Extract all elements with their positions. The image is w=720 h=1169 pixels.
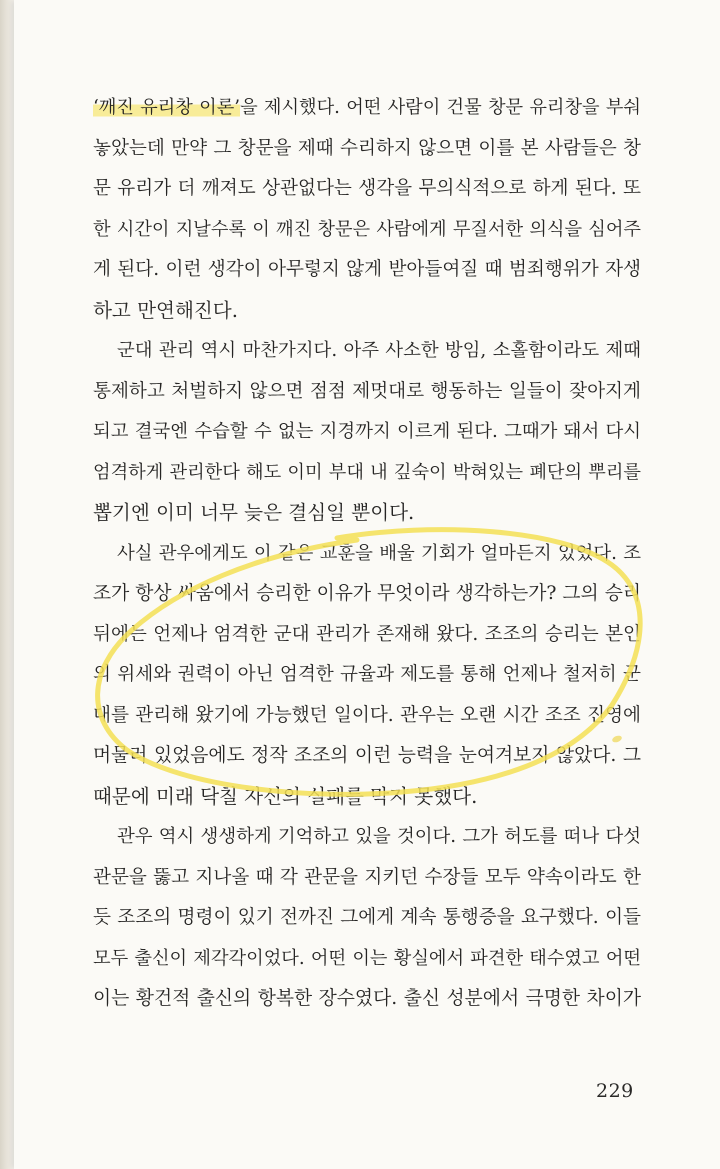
paragraph-2 — [93, 331, 641, 534]
text-line: 대를 관리해 왔기에 가능했던 일이다. 관우는 오랜 시간 조조 진영에 — [93, 704, 641, 726]
text-line: 때문에 미래 닥칠 자신의 실패를 막지 못했다. — [93, 784, 478, 808]
text-line: 엄격하게 관리한다 해도 이미 부대 내 깊숙이 박혀있는 폐단의 뿌리를 — [93, 461, 641, 483]
page-number: 229 — [596, 1080, 634, 1102]
paragraph-4 — [93, 817, 641, 1020]
text-line: 놓았는데 만약 그 창문을 제때 수리하지 않으면 이를 본 사람들은 창 — [93, 137, 641, 159]
text-line: 뒤에는 언제나 엄격한 군대 관리가 존재해 왔다. 조조의 승리는 본인 — [93, 623, 641, 645]
text-line: 의 위세와 권력이 아닌 엄격한 규율과 제도를 통해 언제나 철저히 군 — [93, 664, 641, 685]
text-line: 사실 관우에게도 이 같은 교훈을 배울 기회가 얼마든지 있었다. 조 — [117, 542, 641, 564]
paragraph-1 — [93, 88, 641, 331]
text-line: 군대 관리 역시 마찬가지다. 아주 사소한 방임, 소홀함이라도 제때 — [117, 340, 641, 361]
paragraph-3 — [93, 534, 641, 818]
text-line: 조가 항상 싸움에서 승리한 이유가 무엇이라 생각하는가? 그의 승리 — [93, 583, 641, 604]
text-line: 하고 만연해진다. — [93, 298, 238, 322]
text-line: 관문을 뚫고 지나올 때 각 관문을 지키던 수장들 모두 약속이라도 한 — [93, 866, 641, 888]
body-text — [93, 88, 641, 1020]
text-line: 관우 역시 생생하게 기억하고 있을 것이다. 그가 허도를 떠나 다섯 — [117, 826, 641, 847]
text-line: 뽑기엔 이미 너무 늦은 결심일 뿐이다. — [93, 501, 415, 524]
text-line: 머물러 있었음에도 정작 조조의 이런 능력을 눈여겨보지 않았다. 그 — [93, 745, 641, 766]
text-line: 문 유리가 더 깨져도 상관없다는 생각을 무의식적으로 하게 된다. 또 — [93, 178, 641, 199]
text-line: 되고 결국엔 수습할 수 없는 지경까지 이르게 된다. 그때가 돼서 다시 — [93, 421, 641, 442]
text-line: ‘깨진 유리창 이론’을 제시했다. 어떤 사람이 건물 창문 유리창을 부숴 — [93, 97, 642, 118]
book-page — [14, 0, 720, 1169]
highlighted-term: ‘깨진 유리창 이론’ — [93, 97, 241, 118]
text-line: 듯 조조의 명령이 있기 전까진 그에게 계속 통행증을 요구했다. 이들 — [93, 907, 641, 928]
text-line: 통제하고 처벌하지 않으면 점점 제멋대로 행동하는 일들이 잦아지게 — [93, 380, 641, 402]
text-line: 이는 황건적 출신의 항복한 장수였다. 출신 성분에서 극명한 차이가 — [93, 988, 641, 1009]
text-line: 모두 출신이 제각각이었다. 어떤 이는 황실에서 파견한 태수였고 어떤 — [93, 947, 641, 969]
text-line: 한 시간이 지날수록 이 깨진 창문은 사람에게 무질서한 의식을 심어주 — [93, 218, 641, 240]
book-spine-shadow — [0, 0, 14, 1169]
text-line: 게 된다. 이런 생각이 아무렇지 않게 받아들여질 때 범죄행위가 자생 — [93, 259, 641, 280]
